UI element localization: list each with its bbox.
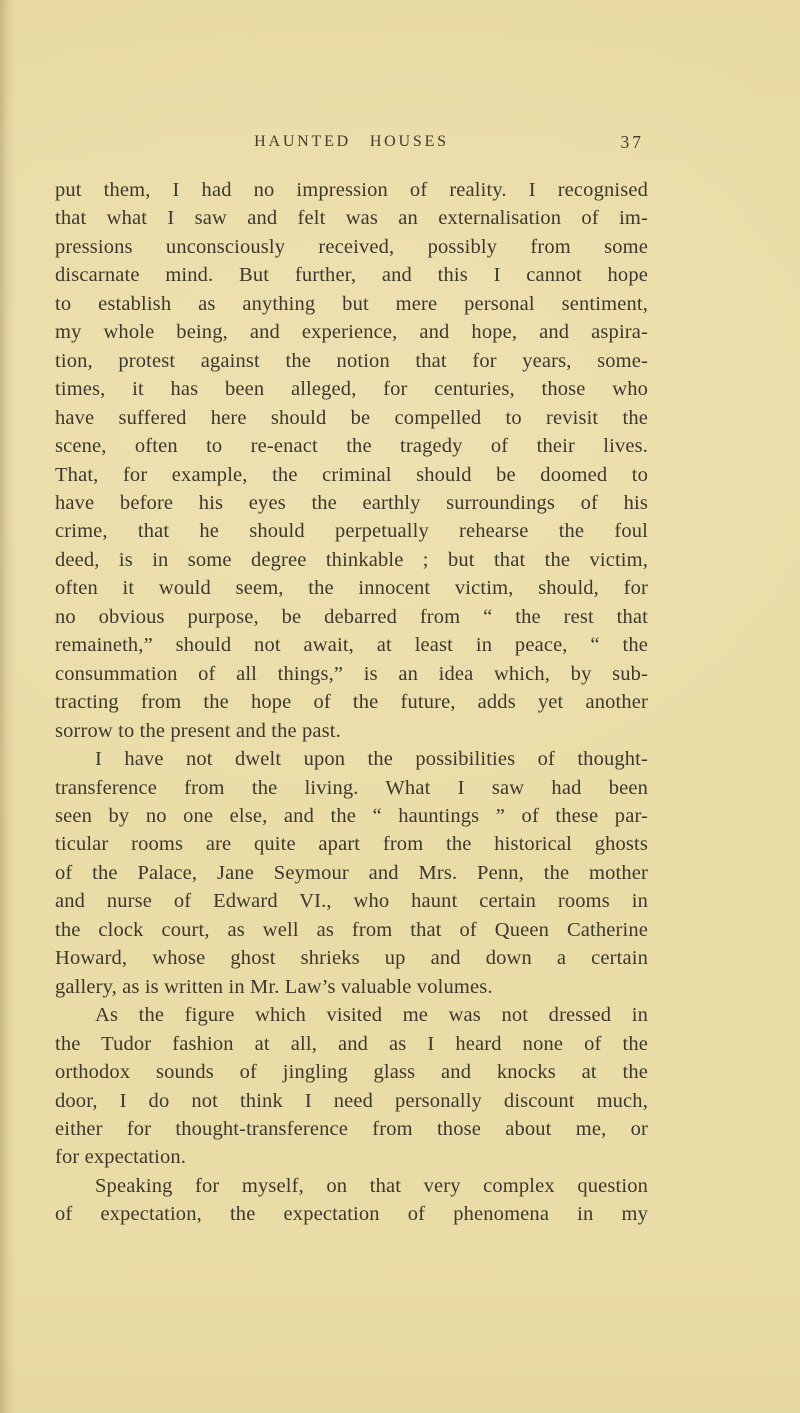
text-line: tion, protest against the notion that for years, some- xyxy=(55,349,648,372)
page-body xyxy=(55,176,648,1229)
text-line: have suffered here should be compelled to revisit the xyxy=(55,406,648,429)
text-line: my whole being, and experience, and hope, and aspira- xyxy=(55,321,648,344)
text-line: the clock court, as well as from that of Queen Catherine xyxy=(55,918,648,941)
text-line: Speaking for myself, on that very complex question xyxy=(95,1174,648,1197)
page-gutter-shadow xyxy=(0,0,16,1413)
text-line: As the figure which visited me was not dressed in xyxy=(95,1004,648,1027)
text-line: Howard, whose ghost shrieks up and down a certain xyxy=(55,947,648,970)
page-number: 37 xyxy=(620,132,644,152)
text-line: and nurse of Edward VI., who haunt certain rooms in xyxy=(55,890,648,913)
text-line: times, it has been alleged, for centuries, those who xyxy=(55,378,648,401)
text-line: scene, often to re-enact the tragedy of their lives. xyxy=(55,435,648,458)
text-line: I have not dwelt upon the possibilities of thought- xyxy=(95,748,648,771)
text-line: deed, is in some degree thinkable ; but that the victim, xyxy=(55,548,648,571)
text-line: orthodox sounds of jingling glass and knocks at the xyxy=(55,1061,648,1084)
text-line: seen by no one else, and the “ hauntings ” of these par- xyxy=(55,804,648,827)
text-line: of the Palace, Jane Seymour and Mrs. Penn, the mother xyxy=(55,861,648,884)
text-line: the Tudor fashion at all, and as I heard none of the xyxy=(55,1032,648,1055)
text-line: ticular rooms are quite apart from the historical ghosts xyxy=(55,833,648,856)
text-line: to establish as anything but mere personal sentiment, xyxy=(55,292,648,315)
text-line: of expectation, the expectation of phenomena in my xyxy=(55,1203,648,1226)
text-line: that what I saw and felt was an externalisation of im- xyxy=(55,207,648,230)
text-line: pressions unconsciously received, possibly from some xyxy=(55,235,648,258)
text-line: often it would seem, the innocent victim, should, for xyxy=(55,577,648,600)
text-line: discarnate mind. But further, and this I cannot hope xyxy=(55,264,648,287)
text-line: have before his eyes the earthly surroundings of his xyxy=(55,491,648,514)
text-line: crime, that he should perpetually rehearse the foul xyxy=(55,520,648,543)
text-line: either for thought-transference from those about me, or xyxy=(55,1117,648,1140)
text-line: no obvious purpose, be debarred from “ the rest that xyxy=(55,605,648,628)
text-line: tracting from the hope of the future, adds yet another xyxy=(55,691,648,714)
paragraph xyxy=(55,1001,648,1172)
paragraph xyxy=(55,745,648,1001)
text-line: consummation of all things,” is an idea which, by sub- xyxy=(55,662,648,685)
text-line: transference from the living. What I saw had been xyxy=(55,776,648,799)
text-line: remaineth,” should not await, at least in peace, “ the xyxy=(55,634,648,657)
text-line: That, for example, the criminal should be doomed to xyxy=(55,463,648,486)
paragraph xyxy=(55,176,648,745)
paragraph xyxy=(55,1172,648,1229)
text-line: for expectation. xyxy=(55,1146,187,1169)
page-title: HAUNTED HOUSES xyxy=(254,133,449,150)
text-line: door, I do not think I need personally discount much, xyxy=(55,1089,648,1112)
text-line: put them, I had no impression of reality. I recognised xyxy=(55,179,648,201)
text-line: sorrow to the present and the past. xyxy=(55,719,341,742)
text-line: gallery, as is written in Mr. Law’s valuable volumes. xyxy=(55,975,493,998)
running-head xyxy=(55,133,648,159)
